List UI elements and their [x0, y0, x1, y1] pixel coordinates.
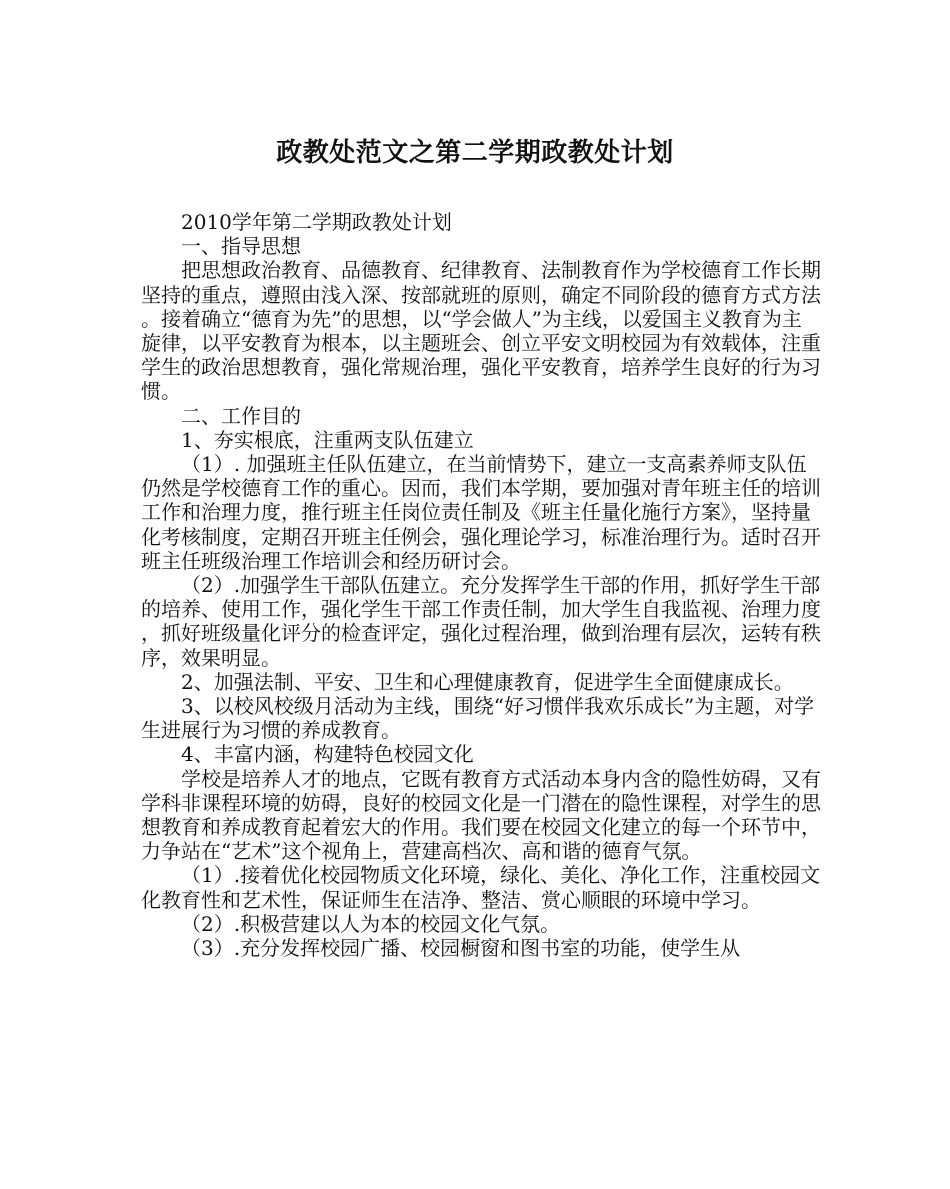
paragraph-goal-2: 2、加强法制、平安、卫生和心理健康教育，促进学生全面健康成长。	[181, 669, 794, 694]
paragraph-plan-heading: 2010学年第二学期政教处计划	[181, 210, 452, 234]
paragraph-goal-4-item-2: （2）.积极营建以人为本的校园文化气氛。	[181, 911, 561, 936]
paragraph-goal-1-item-2: （2）.加强学生干部队伍建立。充分发挥学生干部的作用，抓好学生干部的培养、使用工作，强化学生干部工作责任制，加大学生自我监视、治理力度，抓好班级量化评分的检查评定，强化过程治理，做到治理有层次，运转有秩序，效果明显。	[141, 573, 821, 670]
paragraph-goal-4-item-3: （3）.充分发挥校园广播、校园橱窗和图书室的功能，使学生从	[181, 936, 741, 961]
document-title: 政教处范文之第二学期政教处计划	[276, 138, 674, 168]
paragraph-goal-4-body: 学校是培养人才的地点，它既有教育方式活动本身内含的隐性妨碍，又有学科非课程环境的妨碍，良好的校园文化是一门潜在的隐性课程，对学生的思想教育和养成教育起着宏大的作用。我们要在校园文化建立的每一个环节中，力争站在“艺术”这个视角上，营建高档次、高和谐的德育气氛。	[141, 766, 821, 864]
paragraph-goal-1-item-1: （1）. 加强班主任队伍建立，在当前情势下，建立一支高素养师支队伍仍然是学校德育工作的重心。因而，我们本学期，要加强对青年班主任的培训工作和治理力度，推行班主任岗位责任制及《班主任量化施行方案》，坚持量化考核制度，定期召开班主任例会，强化理论学习，标准治理行为。适时召开班主任班级治理工作培训会和经历研讨会。	[141, 452, 821, 573]
paragraph-guiding-thought-body: 把思想政治教育、品德教育、纪律教育、法制教育作为学校德育工作长期坚持的重点，遵照由浅入深、按部就班的原则，确定不同阶段的德育方式方法。接着确立“德育为先”的思想，以“学会做人”为主线，以爱国主义教育为主旋律，以平安教育为根本，以主题班会、创立平安文明校园为有效载体，注重学生的政治思想教育，强化常规治理，强化平安教育，培养学生良好的行为习惯。	[141, 258, 821, 404]
paragraph-goal-1: 1、夯实根底，注重两支队伍建立	[181, 427, 474, 452]
document-body	[141, 210, 821, 960]
paragraph-goal-4-item-1: （1）.接着优化校园物质文化环境，绿化、美化、净化工作，注重校园文化教育性和艺术性，保证师生在洁净、整洁、赏心顺眼的环境中学习。	[141, 863, 821, 912]
paragraph-goal-3: 3、以校风校级月活动为主线，围绕“好习惯伴我欢乐成长”为主题，对学生进展行为习惯的养成教育。	[141, 694, 815, 743]
paragraph-section-guiding-thought: 一、指导思想	[181, 234, 301, 259]
paragraph-goal-4: 4、丰富内涵，构建特色校园文化	[181, 742, 474, 767]
paragraph-section-work-goals: 二、工作目的	[181, 403, 301, 428]
